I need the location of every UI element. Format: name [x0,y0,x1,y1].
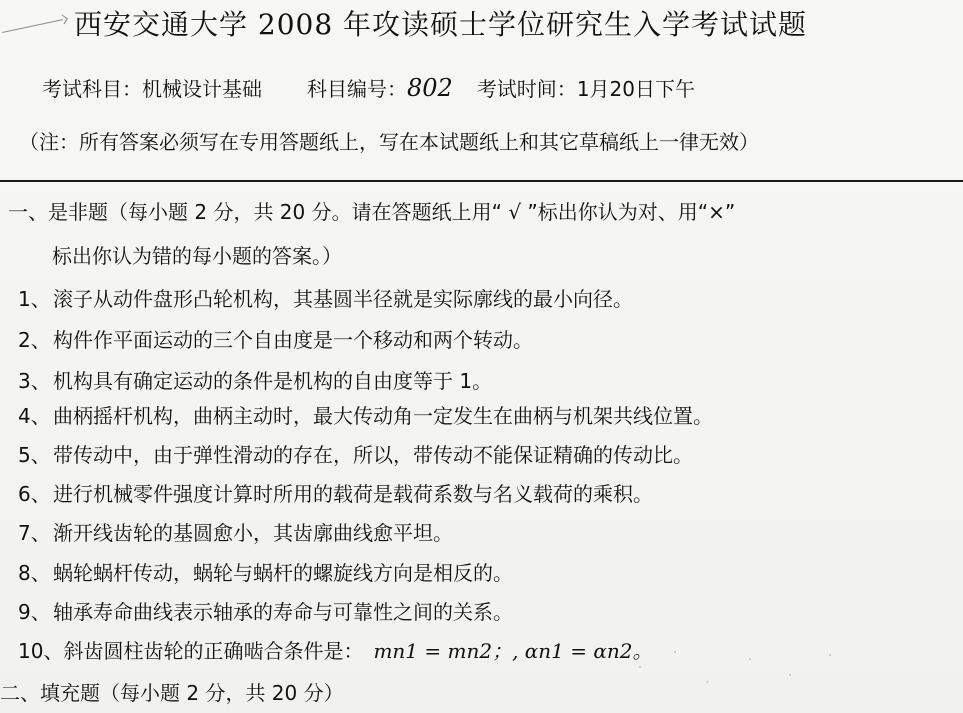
scan-noise [620,640,870,700]
question-number: 9、 [18,600,51,624]
question-10 [18,636,652,666]
subject-label: 考试科目： [42,77,142,101]
question-number: 8、 [18,561,51,585]
section-two-title: 二、填充题（每小题 2 分，共 20 分） [0,681,344,705]
question-number: 7、 [18,521,51,545]
time-value: 1月20日下午 [576,77,695,101]
question-number: 6、 [18,482,51,506]
code-value: 802 [407,74,453,102]
question-3 [18,366,492,396]
exam-info-row [42,72,695,104]
horizontal-divider [0,180,963,182]
time-label: 考试时间： [476,77,577,101]
question-2 [18,325,533,355]
question-number: 1、 [18,287,51,311]
question-text: 轴承寿命曲线表示轴承的寿命与可靠性之间的关系。 [53,600,513,624]
section-one-title-line-2: 标出你认为错的每小题的答案。） [52,244,342,268]
question-text: 构件作平面运动的三个自由度是一个移动和两个转动。 [53,328,533,352]
question-6 [18,479,653,509]
question-number: 5、 [18,443,51,467]
gear-mesh-formula: mn1 = mn2；, αn1 = αn2。 [373,639,653,663]
question-text: 机构具有确定运动的条件是机构的自由度等于 1。 [53,369,493,393]
question-9 [18,597,513,627]
question-1 [18,284,633,314]
question-number: 10、 [18,639,64,663]
question-text: 曲柄摇杆机构，曲柄主动时，最大传动角一定发生在曲柄与机架共线位置。 [53,404,713,428]
exam-title: 西安交通大学 2008 年攻读硕士学位研究生入学考试试题 [74,8,808,41]
question-text: 带传动中，由于弹性滑动的存在，所以，带传动不能保证精确的传动比。 [53,443,693,467]
subject-value: 机械设计基础 [142,77,262,101]
question-number: 4、 [18,404,51,428]
question-4 [18,401,713,431]
question-number: 2、 [18,328,51,352]
code-label: 科目编号： [307,77,407,101]
ink-mark [2,19,67,50]
question-text: 渐开线齿轮的基圆愈小，其齿廓曲线愈平坦。 [53,521,453,545]
question-text: 进行机械零件强度计算时所用的载荷是载荷系数与名义载荷的乘积。 [53,482,653,506]
question-text: 滚子从动件盘形凸轮机构，其基圆半径就是实际廓线的最小向径。 [53,287,633,311]
question-number: 3、 [18,369,51,393]
question-5 [18,440,693,470]
question-8 [18,558,513,588]
question-text: 斜齿圆柱齿轮的正确啮合条件是： [63,639,364,663]
answer-notice: （注：所有答案必须写在专用答题纸上，写在本试题纸上和其它草稿纸上一律无效） [19,130,759,154]
question-text: 蜗轮蜗杆传动，蜗轮与蜗杆的螺旋线方向是相反的。 [53,561,513,585]
question-7 [18,518,453,548]
section-one-title-line-1: 一、是非题（每小题 2 分，共 20 分。请在答题纸上用“ √ ”标出你认为对、用“×” [8,200,736,224]
